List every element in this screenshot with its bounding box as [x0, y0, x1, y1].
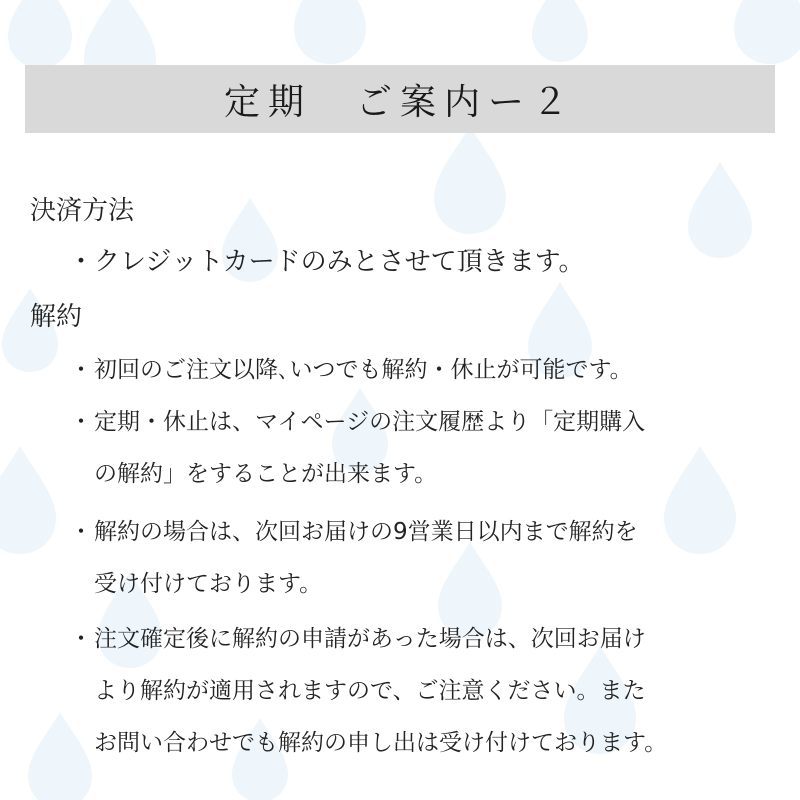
item-line — [68, 396, 645, 448]
item-text: 定期・休止は、マイページの注文履歴より「定期購入 — [94, 409, 646, 435]
item-line — [68, 665, 667, 717]
cancellation-item — [68, 344, 633, 396]
payment-method-heading: 決済方法 — [30, 196, 135, 226]
item-text: 初回のご注文以降､いつでも解約・休止が可能です。 — [94, 357, 633, 383]
page-title: 定期 ご案内ー２ — [223, 81, 576, 123]
item-text: より解約が適用されますので、ご注意ください。また — [94, 678, 646, 704]
item-line — [68, 558, 638, 610]
item-line — [68, 506, 638, 558]
cancellation-item — [68, 396, 645, 500]
bullet: ・ — [68, 247, 95, 277]
bullet: ・ — [69, 626, 93, 652]
bullet: ・ — [69, 357, 93, 383]
cancellation-item — [68, 613, 667, 769]
bullet: ・ — [69, 519, 93, 545]
cancellation-item — [68, 506, 638, 610]
item-text: お問い合わせでも解約の申し出は受け付けております。 — [94, 730, 668, 756]
item-line — [68, 344, 633, 396]
bullet: ・ — [69, 409, 93, 435]
item-text: 解約の場合は、次回お届けの9営業日以内まで解約を — [94, 519, 638, 545]
item-text: 注文確定後に解約の申請があった場合は、次回お届け — [94, 626, 646, 652]
item-line — [68, 448, 645, 500]
payment-method-text: クレジットカードのみとさせて頂きます。 — [94, 247, 585, 277]
item-line — [68, 613, 667, 665]
item-text: の解約」をすることが出来ます。 — [94, 461, 438, 487]
item-text: 受け付けております。 — [94, 571, 323, 597]
payment-method-line — [68, 241, 585, 278]
item-line — [68, 717, 667, 769]
title-bar — [25, 65, 775, 133]
cancellation-heading: 解約 — [30, 302, 83, 332]
